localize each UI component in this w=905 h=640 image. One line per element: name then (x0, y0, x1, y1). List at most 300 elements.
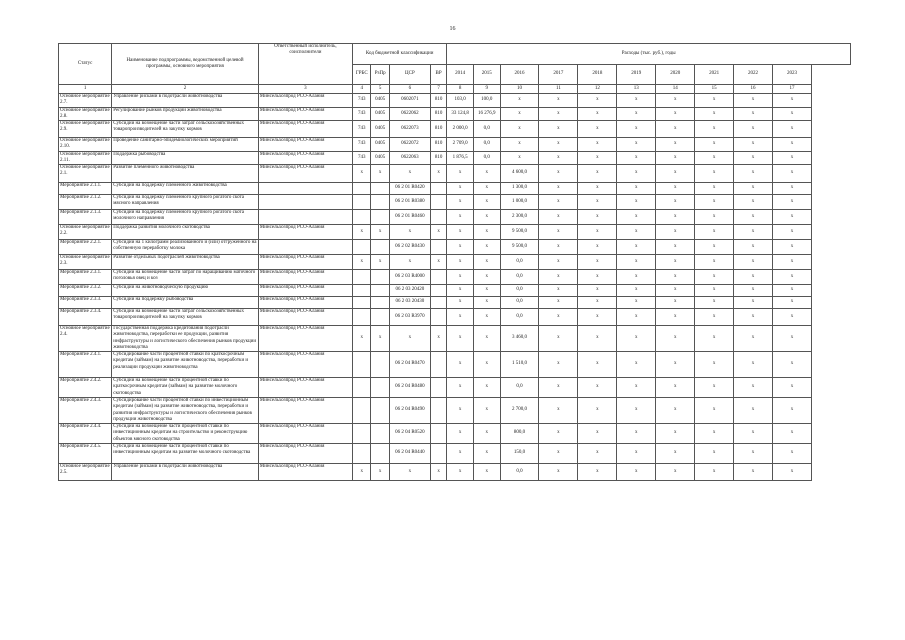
row-name: Субсидии на поддержку рыбоводства (112, 297, 259, 309)
row-executor: Минсельхозпрод РСО-Алания (258, 138, 352, 152)
row-grbs: 743 (353, 121, 371, 138)
row-value-2016: x (500, 107, 539, 121)
row-grbs (353, 210, 371, 225)
row-status: Основное мероприятие 2.3. (59, 255, 112, 270)
table-row (59, 195, 851, 210)
row-executor: Минсельхозпрод РСО-Алания (258, 326, 352, 352)
row-value-2022: x (734, 464, 773, 481)
row-rzpr: x (371, 255, 389, 270)
row-value-2023: x (773, 398, 812, 424)
row-value-2018: x (578, 270, 617, 285)
row-value-2017: x (539, 297, 578, 309)
row-name: Субсидии на 1 килограмм реализованного и (или) отгруженного на собственную переработку молока (112, 240, 259, 255)
budget-table (58, 43, 851, 481)
column-number: 16 (734, 85, 773, 94)
row-rzpr: x (371, 165, 389, 183)
row-value-2015: 0,0 (473, 138, 500, 152)
row-grbs (353, 309, 371, 326)
row-name: Субсидирование части процентной ставки по инвестиционным кредитам (займам) на развитие животноводства, переработки и развития инфраструктуры и логистического обеспечения рынков продукции животноводства (112, 398, 259, 424)
row-vr: x (430, 255, 446, 270)
page-number: 16 (449, 26, 456, 32)
row-executor: Минсельхозпрод РСО-Алания (258, 121, 352, 138)
row-value-2019: x (617, 398, 656, 424)
row-value-2022: x (734, 195, 773, 210)
row-value-2021: x (695, 255, 734, 270)
table-row (59, 240, 851, 255)
row-value-2019: x (617, 94, 656, 108)
row-status: Мероприятие 2.3.2. (59, 285, 112, 297)
row-value-2016: 150,0 (500, 444, 539, 464)
row-value-2022: x (734, 138, 773, 152)
table-row (59, 326, 851, 352)
row-value-2017: x (539, 352, 578, 378)
table-row (59, 107, 851, 121)
row-vr: 810 (430, 121, 446, 138)
row-value-2023: x (773, 225, 812, 240)
row-value-2023: x (773, 378, 812, 398)
row-vr (430, 444, 446, 464)
row-value-2017: x (539, 398, 578, 424)
row-value-2019: x (617, 444, 656, 464)
row-grbs (353, 444, 371, 464)
row-value-2019: x (617, 240, 656, 255)
row-name: Субсидии на поддержку племенного животноводства (112, 183, 259, 195)
row-value-2022: x (734, 424, 773, 444)
row-name: Развитие отдельных подотраслей животноводства (112, 255, 259, 270)
row-rzpr (371, 240, 389, 255)
row-value-2017: x (539, 210, 578, 225)
row-status: Мероприятие 2.1.3. (59, 210, 112, 225)
table-row (59, 444, 851, 464)
row-value-2018: x (578, 94, 617, 108)
row-name: Управление рисками в подотрасли животноводства (112, 464, 259, 481)
row-value-2019: x (617, 309, 656, 326)
row-value-2020: x (656, 352, 695, 378)
table-row (59, 297, 851, 309)
row-value-2021: x (695, 285, 734, 297)
row-value-2015: x (473, 326, 500, 352)
row-csr: 06 2 04 R0470 (389, 352, 430, 378)
row-value-2018: x (578, 151, 617, 165)
row-value-2014: x (447, 183, 474, 195)
row-value-2020: x (656, 378, 695, 398)
row-executor: Минсельхозпрод РСО-Алания (258, 270, 352, 285)
table-row (59, 151, 851, 165)
row-value-2020: x (656, 444, 695, 464)
row-value-2022: x (734, 297, 773, 309)
row-value-2023: x (773, 107, 812, 121)
row-value-2017: x (539, 121, 578, 138)
header-year: 2018 (578, 65, 617, 85)
row-value-2018: x (578, 309, 617, 326)
row-value-2019: x (617, 121, 656, 138)
row-name: Субсидии на животноводческую продукцию (112, 285, 259, 297)
row-name: Субсидии на возмещение части затрат сельскохозяйственных товаропроизводителей на закупку кормов (112, 309, 259, 326)
row-executor: Минсельхозпрод РСО-Алания (258, 255, 352, 270)
row-value-2019: x (617, 352, 656, 378)
row-value-2018: x (578, 107, 617, 121)
row-value-2022: x (734, 398, 773, 424)
row-value-2017: x (539, 424, 578, 444)
table-row (59, 398, 851, 424)
row-csr: 06 2 01 R0460 (389, 210, 430, 225)
row-csr: x (389, 225, 430, 240)
row-value-2016: 0,0 (500, 309, 539, 326)
row-rzpr (371, 398, 389, 424)
row-value-2020: x (656, 94, 695, 108)
column-number: 15 (695, 85, 734, 94)
row-value-2018: x (578, 285, 617, 297)
row-value-2019: x (617, 225, 656, 240)
column-number: 1 (59, 85, 112, 94)
row-value-2017: x (539, 255, 578, 270)
row-value-2014: x (447, 225, 474, 240)
row-value-2021: x (695, 398, 734, 424)
row-value-2018: x (578, 424, 617, 444)
row-value-2018: x (578, 195, 617, 210)
row-value-2014: x (447, 297, 474, 309)
row-status: Мероприятие 2.1.2. (59, 195, 112, 210)
table-row (59, 270, 851, 285)
row-value-2018: x (578, 255, 617, 270)
row-value-2017: x (539, 165, 578, 183)
row-value-2019: x (617, 326, 656, 352)
row-executor: Минсельхозпрод РСО-Алания (258, 398, 352, 424)
row-status: Мероприятие 2.3.1. (59, 270, 112, 285)
row-name: Субсидии на возмещение части процентной ставки по краткосрочным кредитам (займам) на развитие молочного скотоводства (112, 378, 259, 398)
row-value-2021: x (695, 94, 734, 108)
header-rzpr: РзПр (371, 65, 389, 85)
row-value-2015: 0,0 (473, 151, 500, 165)
row-value-2017: x (539, 195, 578, 210)
row-value-2016: 800,0 (500, 424, 539, 444)
row-value-2016: 1 000,0 (500, 195, 539, 210)
row-name: Регулирование рынков продукции животноводства (112, 107, 259, 121)
row-value-2016: 9 500,0 (500, 240, 539, 255)
row-rzpr (371, 309, 389, 326)
row-vr: 810 (430, 107, 446, 121)
table-row (59, 138, 851, 152)
row-grbs (353, 297, 371, 309)
row-status: Мероприятие 2.4.3. (59, 398, 112, 424)
row-value-2015: x (473, 378, 500, 398)
row-value-2015: x (473, 195, 500, 210)
row-csr: 0602071 (389, 94, 430, 108)
table-row (59, 225, 851, 240)
row-value-2014: x (447, 255, 474, 270)
row-csr: 0622062 (389, 107, 430, 121)
row-rzpr (371, 424, 389, 444)
row-status: Мероприятие 2.3.3. (59, 297, 112, 309)
row-value-2015: x (473, 352, 500, 378)
row-value-2014: x (447, 210, 474, 225)
row-value-2023: x (773, 270, 812, 285)
row-value-2021: x (695, 352, 734, 378)
row-value-2023: x (773, 195, 812, 210)
row-rzpr: x (371, 326, 389, 352)
row-value-2015: 100,0 (473, 94, 500, 108)
row-grbs: x (353, 326, 371, 352)
row-value-2022: x (734, 151, 773, 165)
row-grbs: 743 (353, 151, 371, 165)
row-grbs (353, 398, 371, 424)
row-value-2017: x (539, 94, 578, 108)
row-value-2018: x (578, 138, 617, 152)
row-value-2017: x (539, 285, 578, 297)
table-row (59, 309, 851, 326)
row-value-2019: x (617, 464, 656, 481)
row-value-2019: x (617, 183, 656, 195)
row-value-2014: x (447, 352, 474, 378)
row-value-2017: x (539, 240, 578, 255)
row-value-2020: x (656, 195, 695, 210)
row-grbs: 743 (353, 94, 371, 108)
row-value-2023: x (773, 326, 812, 352)
row-value-2020: x (656, 240, 695, 255)
table-row (59, 121, 851, 138)
row-rzpr (371, 210, 389, 225)
row-status: Мероприятие 2.4.1. (59, 352, 112, 378)
row-value-2022: x (734, 326, 773, 352)
row-value-2016: 0,0 (500, 297, 539, 309)
header-year: 2023 (773, 65, 812, 85)
row-value-2022: x (734, 352, 773, 378)
row-value-2017: x (539, 138, 578, 152)
row-value-2021: x (695, 270, 734, 285)
row-status: Основное мероприятие 2.7. (59, 94, 112, 108)
row-executor: Минсельхозпрод РСО-Алания (258, 165, 352, 183)
row-value-2014: x (447, 240, 474, 255)
row-value-2014: 1 876,5 (447, 151, 474, 165)
row-value-2016: 9 500,0 (500, 225, 539, 240)
row-value-2014: x (447, 398, 474, 424)
row-grbs (353, 285, 371, 297)
row-value-2023: x (773, 138, 812, 152)
row-grbs: 743 (353, 138, 371, 152)
row-value-2022: x (734, 210, 773, 225)
row-status: Основное мероприятие 2.10. (59, 138, 112, 152)
row-vr (430, 352, 446, 378)
row-grbs (353, 352, 371, 378)
row-value-2021: x (695, 297, 734, 309)
row-value-2020: x (656, 225, 695, 240)
row-vr: 810 (430, 94, 446, 108)
row-rzpr: 0405 (371, 107, 389, 121)
row-grbs (353, 240, 371, 255)
row-grbs: x (353, 225, 371, 240)
row-csr: 06 2 04 R0520 (389, 424, 430, 444)
row-grbs: x (353, 464, 371, 481)
row-grbs (353, 195, 371, 210)
row-value-2018: x (578, 210, 617, 225)
row-value-2017: x (539, 225, 578, 240)
row-name: Субсидии на возмещение части процентной ставки по инвестиционным кредитам на развитие молочного скотоводства (112, 444, 259, 464)
row-value-2015: x (473, 165, 500, 183)
row-executor: Минсельхозпрод РСО-Алания (258, 378, 352, 398)
column-number: 12 (578, 85, 617, 94)
row-value-2014: 2 709,0 (447, 138, 474, 152)
row-value-2020: x (656, 464, 695, 481)
row-value-2020: x (656, 210, 695, 225)
row-value-2019: x (617, 107, 656, 121)
row-value-2017: x (539, 378, 578, 398)
row-value-2020: x (656, 326, 695, 352)
row-name: Поддержка развития молочного скотоводства (112, 225, 259, 240)
row-value-2018: x (578, 121, 617, 138)
row-status: Основное мероприятие 2.8. (59, 107, 112, 121)
row-name: Поддержка рыбоводства (112, 151, 259, 165)
header-year: 2016 (500, 65, 539, 85)
row-value-2015: x (473, 255, 500, 270)
row-value-2021: x (695, 378, 734, 398)
row-value-2016: 0,0 (500, 464, 539, 481)
row-executor: Минсельхозпрод РСО-Алания (258, 309, 352, 326)
row-value-2019: x (617, 270, 656, 285)
row-vr: 810 (430, 151, 446, 165)
row-value-2022: x (734, 94, 773, 108)
row-value-2021: x (695, 151, 734, 165)
row-value-2017: x (539, 444, 578, 464)
row-executor: Минсельхозпрод РСО-Алания (258, 94, 352, 108)
row-name: Проведение санитарно-эпидемиологических мероприятий (112, 138, 259, 152)
row-status: Мероприятие 2.2.1. (59, 240, 112, 255)
header-grbs: ГРБС (353, 65, 371, 85)
header-year: 2021 (695, 65, 734, 85)
row-executor: Минсельхозпрод РСО-Алания (258, 151, 352, 165)
row-value-2014: 2 000,0 (447, 121, 474, 138)
row-rzpr (371, 270, 389, 285)
row-value-2020: x (656, 255, 695, 270)
row-value-2018: x (578, 225, 617, 240)
row-csr: 06 2 01 R0380 (389, 195, 430, 210)
row-value-2023: x (773, 121, 812, 138)
row-value-2022: x (734, 183, 773, 195)
row-vr (430, 297, 446, 309)
row-rzpr: x (371, 225, 389, 240)
row-rzpr: 0405 (371, 94, 389, 108)
row-rzpr: 0405 (371, 138, 389, 152)
row-status: Основное мероприятие 2.4. (59, 326, 112, 352)
row-value-2021: x (695, 444, 734, 464)
row-value-2015: x (473, 183, 500, 195)
column-number: 13 (617, 85, 656, 94)
header-vr: ВР (430, 65, 446, 85)
row-executor (258, 195, 352, 210)
row-csr: 0622073 (389, 121, 430, 138)
row-value-2017: x (539, 151, 578, 165)
row-value-2018: x (578, 352, 617, 378)
column-number: 11 (539, 85, 578, 94)
row-value-2016: x (500, 151, 539, 165)
row-name: Субсидии на поддержку племенного крупного рогатого скота мясного направления (112, 195, 259, 210)
row-vr (430, 183, 446, 195)
row-csr: 06 2 03 R3970 (389, 309, 430, 326)
row-executor (258, 183, 352, 195)
row-value-2022: x (734, 270, 773, 285)
row-value-2016: 0,0 (500, 270, 539, 285)
row-value-2016: 1 510,0 (500, 352, 539, 378)
row-vr (430, 378, 446, 398)
row-name: Субсидии на поддержку племенного крупного рогатого скота молочного направления (112, 210, 259, 225)
row-executor: Минсельхозпрод РСО-Алания (258, 464, 352, 481)
row-vr: x (430, 165, 446, 183)
row-value-2023: x (773, 444, 812, 464)
row-name: Развитие племенного животноводства (112, 165, 259, 183)
row-value-2019: x (617, 255, 656, 270)
row-value-2020: x (656, 297, 695, 309)
row-value-2022: x (734, 255, 773, 270)
row-value-2015: x (473, 285, 500, 297)
row-value-2022: x (734, 309, 773, 326)
column-number: 7 (430, 85, 446, 94)
row-value-2023: x (773, 94, 812, 108)
row-vr: x (430, 326, 446, 352)
row-executor: Минсельхозпрод РСО-Алания (258, 352, 352, 378)
row-value-2014: x (447, 165, 474, 183)
row-value-2020: x (656, 309, 695, 326)
row-vr (430, 195, 446, 210)
column-number: 5 (371, 85, 389, 94)
row-grbs (353, 183, 371, 195)
row-value-2019: x (617, 151, 656, 165)
row-value-2017: x (539, 270, 578, 285)
row-name: Субсидии на возмещение части затрат по наращиванию маточного поголовья овец и коз (112, 270, 259, 285)
table-row (59, 378, 851, 398)
column-number: 14 (656, 85, 695, 94)
row-value-2021: x (695, 138, 734, 152)
row-name: Управление рисками в подотрасли животноводства (112, 94, 259, 108)
row-status: Основное мероприятие 2.9. (59, 121, 112, 138)
row-value-2019: x (617, 210, 656, 225)
row-value-2016: x (500, 121, 539, 138)
row-value-2023: x (773, 424, 812, 444)
row-value-2023: x (773, 151, 812, 165)
row-csr: x (389, 165, 430, 183)
row-value-2019: x (617, 297, 656, 309)
row-vr (430, 240, 446, 255)
row-rzpr (371, 183, 389, 195)
row-value-2021: x (695, 326, 734, 352)
table-row (59, 352, 851, 378)
row-value-2018: x (578, 464, 617, 481)
row-value-2015: x (473, 424, 500, 444)
table-row (59, 165, 851, 183)
row-value-2019: x (617, 165, 656, 183)
row-csr: 06 2 04 R0490 (389, 398, 430, 424)
row-value-2016: 2 300,0 (500, 210, 539, 225)
row-rzpr: 0405 (371, 121, 389, 138)
row-status: Мероприятие 2.4.4. (59, 424, 112, 444)
row-grbs (353, 378, 371, 398)
header-year: 2022 (734, 65, 773, 85)
row-csr: x (389, 255, 430, 270)
row-csr: 0622063 (389, 151, 430, 165)
row-value-2021: x (695, 225, 734, 240)
row-value-2023: x (773, 165, 812, 183)
row-value-2021: x (695, 424, 734, 444)
row-value-2015: 16 276,9 (473, 107, 500, 121)
row-value-2021: x (695, 210, 734, 225)
row-executor: Минсельхозпрод РСО-Алания (258, 444, 352, 464)
row-status: Мероприятие 2.4.2. (59, 378, 112, 398)
row-executor: Минсельхозпрод РСО-Алания (258, 424, 352, 444)
row-csr: 0622072 (389, 138, 430, 152)
row-value-2016: 0,0 (500, 378, 539, 398)
row-value-2022: x (734, 225, 773, 240)
row-value-2020: x (656, 107, 695, 121)
row-value-2016: 4 600,0 (500, 165, 539, 183)
column-number: 9 (473, 85, 500, 94)
